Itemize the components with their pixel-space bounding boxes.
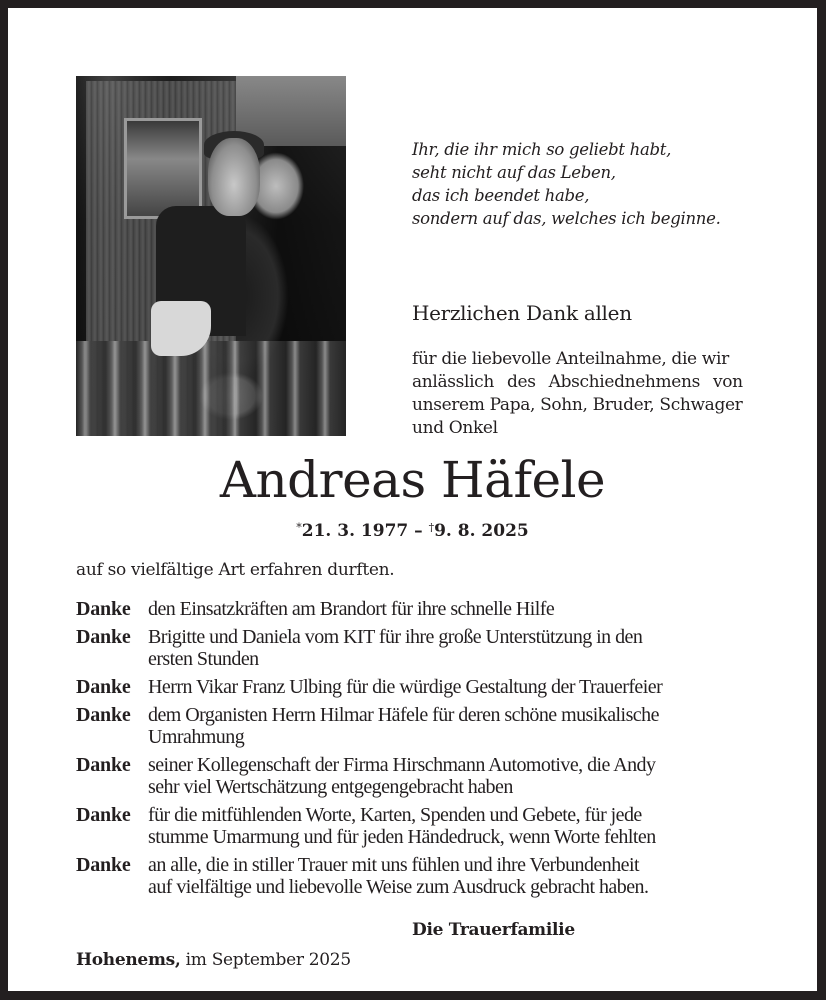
danke-item: Danke für die mitfühlenden Worte, Karten, Spenden und Gebete, für jede stumme Umarmung und für jeden Händedruck, wenn Worte fehlten [76, 804, 656, 848]
danke-item: Danke an alle, die in stiller Trauer mit uns fühlen und ihre Verbundenheit auf vielfältige und liebevolle Weise zum Ausdruck gebracht haben. [76, 854, 649, 898]
danke-item: Danke den Einsatzkräften am Brandort für ihre schnelle Hilfe [76, 598, 555, 620]
poem-quote [412, 138, 721, 230]
place-and-date [76, 948, 351, 972]
portrait-photo [76, 76, 346, 436]
place: Hohenems, [76, 950, 181, 970]
danke-item: Danke dem Organisten Herrn Hilmar Häfele für deren schöne musikalische Umrahmung [76, 704, 659, 748]
signature: Die Trauerfamilie [412, 920, 575, 940]
poem-line: sondern auf das, welches ich beginne. [412, 209, 721, 228]
danke-item: Danke Herrn Vikar Franz Ulbing für die würdige Gestaltung der Trauerfeier [76, 676, 663, 698]
danke-item: Danke Brigitte und Daniela vom KIT für ihre große Unterstützung in den ersten Stunden [76, 626, 643, 670]
poem-line: seht nicht auf das Leben, [412, 163, 616, 182]
danke-item: Danke seiner Kollegenschaft der Firma Hirschmann Automotive, die Andy sehr viel Wertschätzung entgegengebracht haben [76, 754, 656, 798]
date-text: im September 2025 [180, 950, 351, 970]
death-cross-icon: † [428, 521, 435, 534]
obituary-thanks-notice [8, 8, 817, 991]
death-date: 9. 8. 2025 [434, 521, 529, 541]
birth-date: 21. 3. 1977 [301, 521, 409, 541]
birth-star-icon: * [296, 521, 302, 534]
poem-line: Ihr, die ihr mich so geliebt habt, [412, 140, 672, 159]
thanks-heading: Herzlichen Dank allen [412, 301, 632, 325]
deceased-name: Andreas Häfele [219, 451, 606, 509]
life-dates: *21. 3. 1977 – †9. 8. 2025 [296, 521, 529, 541]
thanks-intro: für die liebevolle Anteilnahme, die wir anlässlich des Abschiednehmens von unserem Papa, Sohn, Bruder, Schwager und Onkel [412, 349, 743, 438]
poem-line: das ich beendet habe, [412, 186, 590, 205]
lead-text: auf so vielfältige Art erfahren durften. [76, 560, 395, 580]
danke-list [76, 598, 796, 904]
